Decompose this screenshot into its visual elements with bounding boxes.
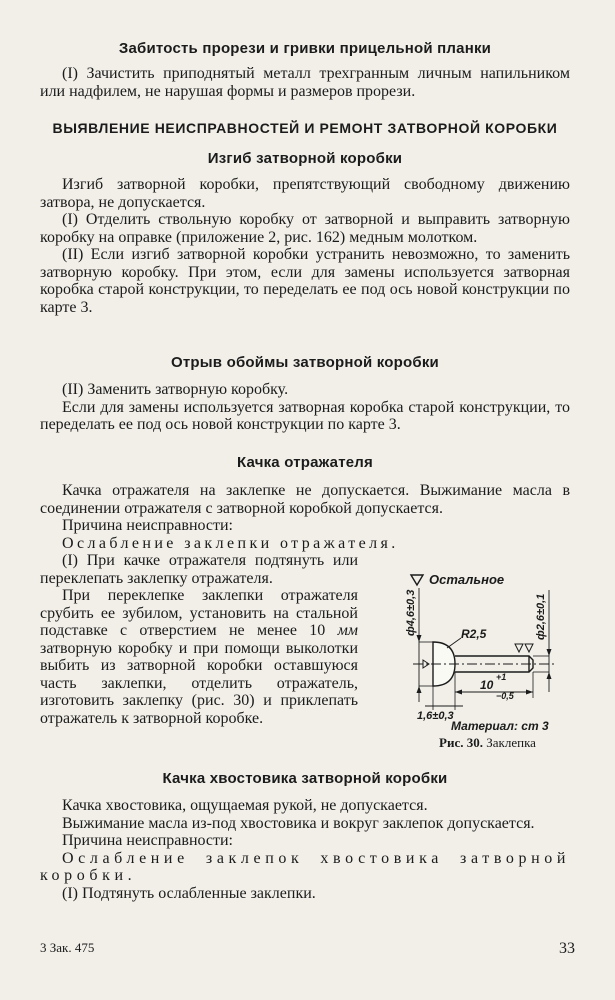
dim-length: 10 (480, 678, 494, 692)
figure-caption: Рис. 30. Заклепка (439, 735, 536, 750)
paragraph-spaced: Ослабление заклепок хвостовика затворной коробки. (40, 849, 570, 884)
paragraph: (II) Заменить затворную коробку. (62, 381, 289, 398)
figure-rivet (395, 568, 580, 751)
rivet-drawing (395, 568, 580, 733)
dim-shank-diameter: ф2,6±0,1 (535, 593, 547, 640)
section-title: Изгиб затворной коробки (207, 150, 403, 167)
dim-head-length: 1,6±0,3 (417, 710, 454, 722)
paragraph: (I) При качке отражателя подтянуть или переклепать заклепку отражателя. (40, 552, 358, 587)
paragraph: Выжимание масла из-под хвостовика и вокруг заклепок допускается. (62, 814, 535, 832)
roughness-symbol (411, 575, 423, 585)
paragraph: Причина неисправности: (62, 517, 233, 534)
dim-head-diameter: ф4,6±0,3 (405, 589, 417, 636)
paragraph-spaced: Ослабление заклепки отражателя. (62, 534, 399, 552)
section-title: Забитость прорези и гривки прицельной планки (118, 40, 492, 57)
chapter-heading-block (40, 120, 570, 136)
paragraph: (I) Подтянуть ослабленные заклепки. (62, 884, 316, 902)
section-title: Отрыв обоймы затворной коробки (171, 354, 439, 371)
paragraph: Изгиб затворной коробки, препятствующий свободному движению затвора, не допускается. (40, 176, 570, 211)
section-clip-break (40, 354, 570, 434)
section-tail-swing (40, 770, 570, 902)
paragraph: (I) Отделить ствольную коробку от затворной и выправить затворную коробку на оправке (приложение 2, рис. 162) медным молотком. (40, 211, 570, 246)
material-label: Материал: ст 3 (451, 719, 549, 733)
section-title: Качка хвостовика затворной коробки (162, 770, 448, 787)
dim-tol-upper: +1 (496, 672, 507, 682)
page-footer (40, 940, 575, 960)
paragraph: Если для замены используется затворная коробка старой конструкции, то переделать ее под ось новой конструкции по карте 3. (40, 398, 570, 433)
chapter-title: ВЫЯВЛЕНИЕ НЕИСПРАВНОСТЕЙ И РЕМОНТ ЗАТВОРНОЙ КОРОБКИ (52, 120, 558, 136)
paragraph: При переклепке заклепки отражателя срубить ее зубилом, установить на стальной подставке с отверстием не менее 10 мм затворную коробку и при помощи выколотки выбить из затворной коробки оставшуюся часть заклепки, отделить отражатель, изготовить заклепку (рис. 30) и приклепать отражатель к затворной коробке. (40, 587, 358, 727)
page-number: 33 (559, 940, 575, 957)
paragraph: Качка отражателя на заклепке не допускается. Выжимание масла в соединении отражателя с затворной коробкой допускается. (40, 482, 570, 517)
roughness-label: Остальное (429, 572, 505, 587)
dim-radius: R2,5 (461, 627, 487, 641)
paragraph: (I) Зачистить приподнятый металл трехгранным личным напильником или надфилем, не нарушая формы и размеров прорези. (40, 65, 570, 100)
section-bolt-box-bend (40, 150, 570, 316)
paragraph: Качка хвостовика, ощущаемая рукой, не допускается. (62, 797, 428, 814)
section-title: Качка отражателя (236, 454, 373, 471)
section-sight-slot (40, 40, 570, 100)
dim-tol-lower: −0,5 (496, 691, 514, 701)
paragraph: Причина неисправности: (62, 832, 233, 849)
print-signature: 3 Зак. 475 (40, 940, 95, 955)
paragraph: (II) Если изгиб затворной коробки устранить невозможно, то заменить затворную коробку. При этом, если для замены используется затворная коробка старой конструкции, то переделать ее под ось новой конструкции по карте 3. (40, 246, 570, 316)
